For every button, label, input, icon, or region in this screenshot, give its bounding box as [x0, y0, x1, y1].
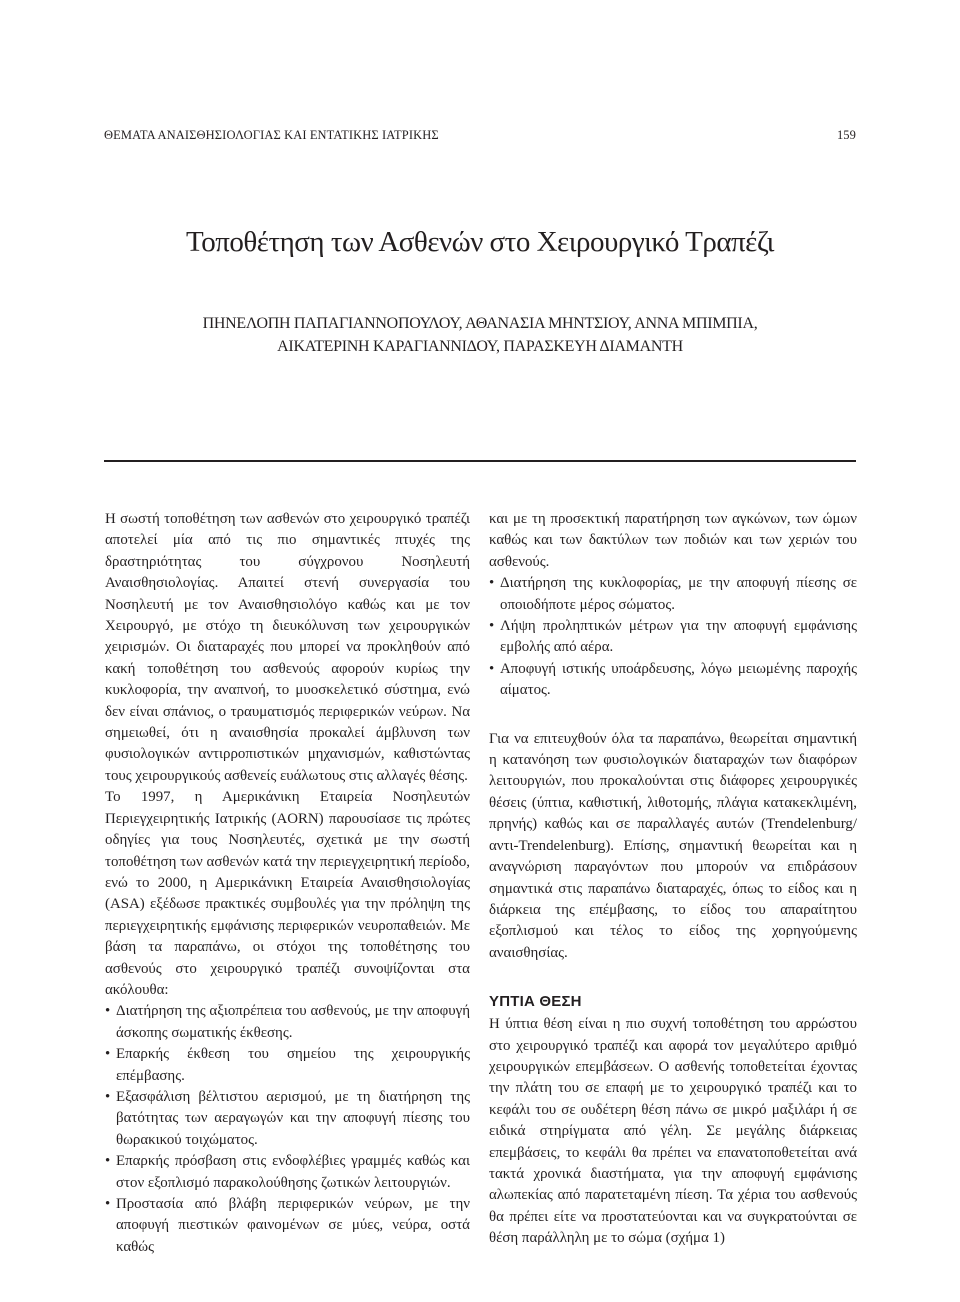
running-header — [104, 128, 856, 148]
list-item: • Επαρκής έκθεση του σημείου της χειρουργικής επέμβασης. — [105, 1044, 470, 1087]
left-column — [105, 509, 470, 1258]
list-item: • Λήψη προληπτικών μέτρων για την αποφυγή εμφάνισης εμβολής από αέρα. — [489, 616, 857, 659]
physiology-paragraph: Για να επιτευχθούν όλα τα παραπάνω, θεωρείται σημαντική η κατανόηση των φυσιολογικών διαταραχών των διαφόρων λειτουργιών, που προκαλούνται στις διάφορες χειρουργικές θέσεις (ύπτια, καθιστική, λιθοτομής, πλάγια κατακεκλιμένη, πρηνής) καθώς και σε παραλλαγές αυτών (Trendelenburg/αντι-Trendelenburg). Επίσης, σημαντική θεωρείται και η αναγνώριση παραγόντων που μπορούν να επιδράσουν σημαντικά στις παραπάνω διαταραχές, όπως το είδος και η διάρκεια της επέμβασης, το είδος του απαραίτητου εξοπλισμού και τέλος το είδος της χορηγούμενης αναισθησίας. — [489, 730, 857, 961]
intro-paragraph: Η σωστή τοποθέτηση των ασθενών στο χειρουργικό τραπέζι αποτελεί μία από τις πιο σημαντικές πτυχές της δραστηριότητας του σύγχρονου Νοσηλευτή Αναισθησιολογίας. Απαιτεί στενή συνεργασία του Νοσηλευτή με τον Αναισθησιολόγο καθώς και με τον Χειρουργό, με στόχο τη διευκόλυνση των χειρουργικών χειρισμών. Οι διαταραχές που μπορεί να προκληθούν από κακή τοποθέτηση του ασθενούς αφορούν κυρίως την κυκλοφορία, την αναπνοή, το μυοσκελετικό σύστημα, ενώ δεν είναι σπάνιος, ο τραυματισμός περιφερικών νεύρων. Να σημειωθεί, ότι η αναισθησία προκαλεί άμβλυνση των φυσιολογικών αντιρροπιστικών μηχανισμών, καθιστώντας τους χειρουργικούς ασθενείς ευάλωτους στις αλλαγές θέσης. — [105, 511, 470, 784]
authors-line-2: ΑΙΚΑΤΕΡΙΝΗ ΚΑΡΑΓΙΑΝΝΙΔΟΥ, ΠΑΡΑΣΚΕΥΗ ΔΙΑΜΑΝΤΗ — [277, 338, 683, 355]
list-item: • Εξασφάλιση βέλτιστου αερισμού, με τη διατήρηση της βατότητας των αεραγωγών και την αποφυγή πίεσης του θωρακικού τοιχώματος. — [105, 1087, 470, 1151]
journal-title: ΘΕΜΑΤΑ ΑΝΑΙΣΘΗΣΙΟΛΟΓΙΑΣ ΚΑΙ ΕΝΤΑΤΙΚΗΣ ΙΑΤΡΙΚΗΣ — [104, 128, 439, 142]
page-number: 159 — [836, 128, 856, 142]
list-item: • Αποφυγή ιστικής υποάρδευσης, λόγω μειωμένης παροχής αίματος. — [489, 659, 857, 702]
right-column — [489, 509, 857, 1250]
article-title: Τοποθέτηση των Ασθενών στο Χειρουργικό Τραπέζι — [186, 226, 774, 258]
list-continuation: και με τη προσεκτική παρατήρηση των αγκώνων, των ώμων καθώς και των δακτύλων των ποδιών και των χεριών του ασθενούς. — [489, 511, 857, 570]
spacer — [489, 702, 857, 729]
section-heading: ΥΠΤΙΑ ΘΕΣΗ — [489, 993, 582, 1011]
list-item: • Επαρκής πρόσβαση στις ενδοφλέβιες γραμμές καθώς και στον εξοπλισμό παρακολούθησης ζωτικών λειτουργιών. — [105, 1151, 470, 1194]
history-paragraph: Το 1997, η Αμερικάνικη Εταιρεία Νοσηλευτών Περιεγχειρητικής Ιατρικής (AORN) παρουσίασε τις πρώτες οδηγίες για τους Νοσηλευτές, σχετικά με την σωστή τοποθέτηση των ασθενών κατά την περιεγχειρητική περίοδο, ενώ το 2000, η Αμερικάνικη Εταιρεία Αναισθησιολογίας (ASA) εξέδωσε πρακτικές συμβουλές για την πρόληψη της περιεγχειρητικής εμφάνισης περιφερικών νευροπαθειών. Με βάση τα παραπάνω, οι στόχοι της τοποθέτησης του ασθενούς στο χειρουργικό τραπέζι συνοψίζονται στα ακόλουθα: — [105, 789, 470, 998]
header-divider — [104, 460, 856, 462]
supine-paragraph: Η ύπτια θέση είναι η πιο συχνή τοποθέτηση του αρρώστου στο χειρουργικό τραπέζι και αφορά τον μεγαλύτερο αριθμό χειρουργικών επεμβάσεων. Ο ασθενής τοποθετείται έχοντας την πλάτη του σε επαφή με το χειρουργικό τραπέζι και το κεφάλι του σε ουδέτερη θέση πάνω σε μικρό μαξιλάρι ή σε ειδικά στηρίγματα από γέλη. Σε μεγάλης διάρκειας επεμβάσεις, το κεφάλι θα πρέπει να επανατοποθετείται ανά τακτά χρονικά διαστήματα, για την αποφυγή εμφάνισης αλωπεκίας από παρατεταμένη πίεση. Τα χέρια του ασθενούς θα πρέπει είτε να προστατεύονται και να συγκρατούνται σε θέση παράλληλη με το σώμα (σχήμα 1) — [489, 1016, 857, 1247]
spacer — [489, 964, 857, 991]
list-item: • Προστασία από βλάβη περιφερικών νεύρων, με την αποφυγή πιεστικών φαινομένων σε μύες, νεύρα, οστά καθώς — [105, 1194, 470, 1258]
goals-list-continued — [489, 573, 857, 701]
author-list — [104, 312, 856, 358]
authors-line-1: ΠΗΝΕΛΟΠΗ ΠΑΠΑΓΙΑΝΝΟΠΟΥΛΟΥ, ΑΘΑΝΑΣΙΑ ΜΗΝΤΣΙΟΥ, ΑΝΝΑ ΜΠΙΜΠΙΑ, — [202, 315, 758, 332]
goals-list — [105, 1001, 470, 1258]
list-item: • Διατήρηση της αξιοπρέπεια του ασθενούς, με την αποφυγή άσκοπης σωματικής έκθεσης. — [105, 1001, 470, 1044]
list-item: • Διατήρηση της κυκλοφορίας, με την αποφυγή πίεσης σε οποιοδήποτε μέρος σώματος. — [489, 573, 857, 616]
